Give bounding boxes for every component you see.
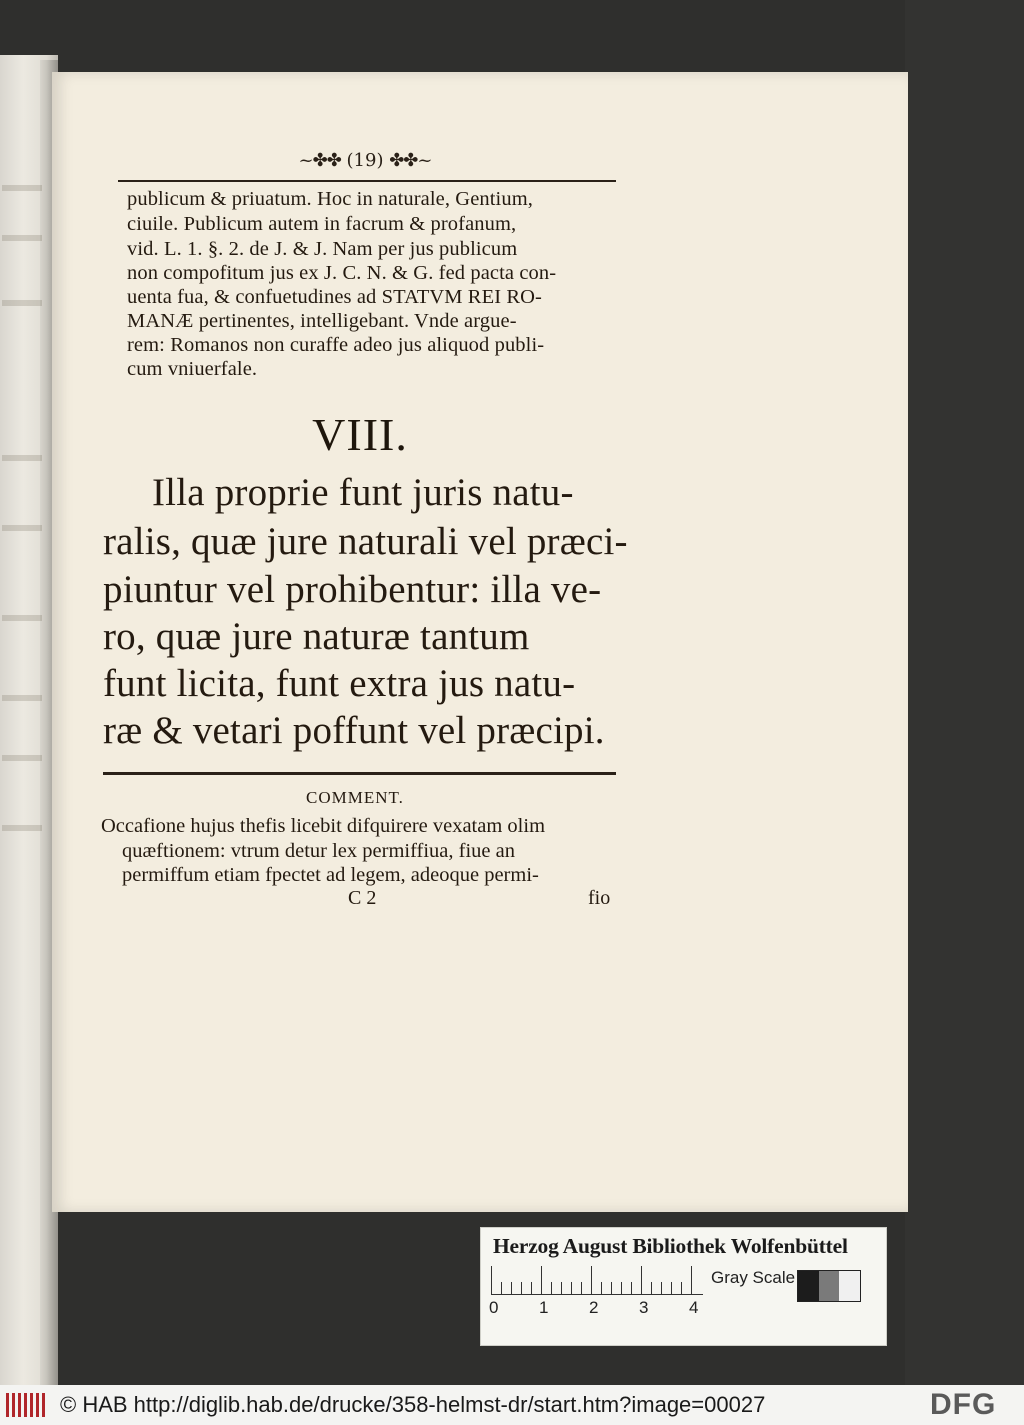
thesis-line: piuntur vel prohibentur: illa ve- [103,568,602,611]
scale-number: 0 [489,1298,499,1317]
footnote-line: publicum & priuatum. Hoc in naturale, Gentium, [127,188,533,210]
ruler-tick [591,1266,592,1294]
thesis-line: Illa proprie funt juris natu- [152,471,574,514]
ghost-text [2,695,42,701]
ruler-tick [611,1282,612,1294]
ghost-text [2,755,42,761]
ruler-tick [491,1266,492,1294]
ruler-tick [501,1282,502,1294]
scan-background [905,0,1024,1385]
ruler-tick [641,1266,642,1294]
gray-swatches [797,1270,861,1302]
scale-ruler [491,1264,703,1295]
comment-line: Occafione hujus thefis licebit difquirere vexatam olim [101,815,546,837]
scale-number: 4 [689,1298,699,1317]
thesis-line: ralis, quæ jure naturali vel præci- [103,520,628,563]
running-head [285,150,445,171]
color-reference-card [480,1227,887,1346]
comment-line: permiffum etiam fpectet ad legem, adeoque permi- [122,864,539,886]
source-url[interactable]: © HAB http://diglib.hab.de/drucke/358-helmst-dr/start.htm?image=00027 [60,1392,766,1417]
swatch-black [798,1271,819,1301]
ruler-tick [561,1282,562,1294]
ruler-tick [541,1266,542,1294]
ruler-tick [681,1282,682,1294]
ornament-left-icon: ~✤✤ [298,150,341,171]
page-number: (19) [346,150,384,171]
section-rule [103,772,616,775]
gray-scale-label: Gray Scale [711,1268,796,1287]
ruler-tick [551,1282,552,1294]
ruler-tick [651,1282,652,1294]
ruler-tick [531,1282,532,1294]
dfg-logo: DFG [930,1388,997,1421]
ornament-right-icon: ✤✤~ [389,150,432,171]
ruler-tick [691,1266,692,1294]
comment-line: quæftionem: vtrum detur lex permiffiua, fiue an [122,840,516,862]
swatch-white [839,1271,860,1301]
signature-mark: C 2 [348,887,377,909]
ruler-tick [571,1282,572,1294]
ruler-tick [621,1282,622,1294]
ghost-text [2,235,42,241]
thesis-line: funt licita, funt extra jus natu- [103,662,576,705]
head-rule [118,180,616,182]
scale-number: 1 [539,1298,549,1317]
scale-number: 3 [639,1298,649,1317]
catchword: fio [588,887,611,909]
ghost-text [2,825,42,831]
footnote-line: MANÆ pertinentes, intelligebant. Vnde argue- [127,310,517,332]
footnote-line: rem: Romanos non curaffe adeo jus aliquod publi- [127,334,545,356]
swatch-gray [819,1271,840,1301]
ghost-text [2,525,42,531]
library-name: Herzog August Bibliothek Wolfenbüttel [493,1234,848,1258]
ruler-tick [661,1282,662,1294]
thesis-line: ro, quæ jure naturæ tantum [103,615,530,658]
barcode-logo-icon [6,1393,48,1417]
ghost-text [2,300,42,306]
comment-heading: COMMENT. [306,788,404,807]
ruler-tick [521,1282,522,1294]
ruler-tick [671,1282,672,1294]
ruler-tick [601,1282,602,1294]
footnote-line: non compofitum jus ex J. C. N. & G. fed pacta con- [127,262,557,284]
ghost-text [2,185,42,191]
ghost-text [2,615,42,621]
ruler-tick [511,1282,512,1294]
footnote-line: vid. L. 1. §. 2. de J. & J. Nam per jus publicum [127,238,518,260]
footnote-line: cum vniuerfale. [127,358,258,380]
footnote-line: ciuile. Publicum autem in facrum & profanum, [127,213,517,235]
footer-bar [0,1385,1024,1425]
ghost-text [2,455,42,461]
thesis-line: ræ & vetari poffunt vel præcipi. [103,709,605,752]
section-heading: VIII. [312,409,408,460]
footnote-line: uenta fua, & confuetudines ad STATVM REI RO- [127,286,542,308]
ruler-tick [581,1282,582,1294]
scale-number: 2 [589,1298,599,1317]
ruler-tick [631,1282,632,1294]
